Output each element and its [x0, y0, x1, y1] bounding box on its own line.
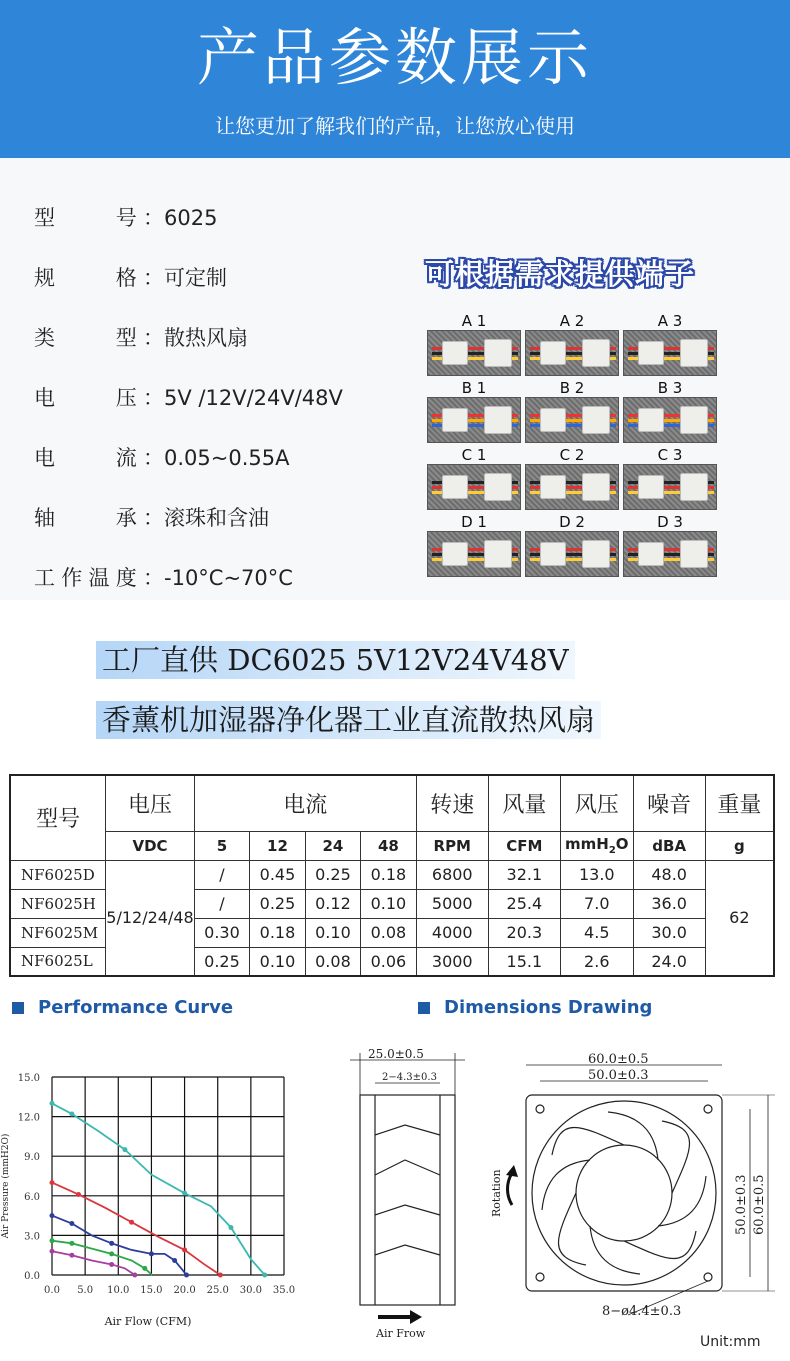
series-line: [52, 1103, 265, 1275]
table-row: [10, 860, 774, 889]
series-point: [50, 1249, 55, 1254]
headline-line2: [96, 700, 601, 740]
spec-value: 0.05~0.55A: [164, 446, 290, 470]
unit-weight: g: [705, 831, 774, 860]
cell-mmh2o: 4.5: [560, 918, 633, 947]
spec-row: [34, 443, 289, 473]
y-tick-label: 6.0: [24, 1191, 40, 1203]
cell-model: NF6025L: [10, 947, 106, 976]
series-point: [69, 1111, 74, 1116]
terminal-item: [623, 312, 717, 376]
cell-dba: 36.0: [633, 889, 705, 918]
dimension-drawing: [330, 1045, 790, 1345]
terminal-item: [427, 513, 521, 577]
terminal-item: [623, 446, 717, 510]
terminal-title: 可根据需求提供端子: [425, 257, 696, 291]
terminal-item: [427, 379, 521, 443]
spec-label: 型 号：: [34, 206, 164, 230]
terminal-item: [623, 379, 717, 443]
x-tick-label: 10.0: [107, 1285, 130, 1296]
series-point: [132, 1273, 137, 1278]
terminal-item: [525, 379, 619, 443]
unit-c24: 24: [305, 831, 360, 860]
cell-c12: 0.45: [250, 860, 305, 889]
spec-value: -10°C~70°C: [164, 566, 293, 590]
dimensions-title-text: Dimensions Drawing: [444, 997, 653, 1018]
terminal-photo: [427, 397, 521, 443]
series-point: [228, 1225, 233, 1230]
header-airflow: 风量: [488, 775, 560, 831]
terminal-code: A 1: [461, 312, 487, 330]
series-point: [109, 1262, 114, 1267]
spec-label: 规 格：: [34, 266, 164, 290]
series-point: [109, 1241, 114, 1246]
cell-mmh2o: 7.0: [560, 889, 633, 918]
cell-dba: 24.0: [633, 947, 705, 976]
series-point: [149, 1251, 154, 1256]
headline-line1-text: 工厂直供 DC6025 5V12V24V48V: [96, 641, 575, 679]
terminal-item: [525, 446, 619, 510]
cell-c5: 0.25: [194, 947, 249, 976]
spec-table: [9, 774, 775, 977]
outer-dim-label: 60.0±0.5: [588, 1052, 649, 1067]
series-point: [76, 1192, 81, 1197]
cell-weight: 62: [705, 860, 774, 976]
unit-note: Unit:mm: [700, 1334, 761, 1350]
banner-title: 产品参数展示: [196, 21, 593, 94]
header-speed: 转速: [416, 775, 488, 831]
unit-airflow: CFM: [488, 831, 560, 860]
header-noise: 噪音: [633, 775, 705, 831]
unit-voltage: VDC: [106, 831, 194, 860]
terminal-code: B 2: [559, 379, 585, 397]
terminal-code: D 3: [657, 513, 683, 531]
spec-value: 可定制: [164, 266, 227, 290]
page-banner: [0, 0, 790, 158]
cell-model: NF6025H: [10, 889, 106, 918]
v-outer-label: 60.0±0.5: [752, 1174, 767, 1235]
terminal-code: C 2: [559, 446, 585, 464]
terminal-photo: [623, 531, 717, 577]
terminal-photo: [427, 464, 521, 510]
cell-c24: 0.25: [305, 860, 360, 889]
series-point: [184, 1273, 189, 1278]
cell-c48: 0.08: [361, 918, 416, 947]
cell-c48: 0.10: [361, 889, 416, 918]
spec-row: [34, 563, 293, 593]
terminal-photo: [623, 397, 717, 443]
cell-c5: 0.30: [194, 918, 249, 947]
side-view: [350, 1053, 465, 1305]
series-line: [52, 1241, 152, 1275]
headline-line1: [96, 640, 575, 680]
terminal-item: [427, 446, 521, 510]
cell-c24: 0.08: [305, 947, 360, 976]
unit-c48: 48: [361, 831, 416, 860]
v-spacing-label: 50.0±0.3: [734, 1174, 749, 1235]
x-tick-label: 0.0: [44, 1285, 60, 1296]
cell-dba: 30.0: [633, 918, 705, 947]
series-point: [69, 1253, 74, 1258]
unit-pressure: mmH$_2$O: [560, 831, 633, 860]
series-point: [69, 1241, 74, 1246]
terminal-item: [525, 513, 619, 577]
x-tick-label: 20.0: [173, 1285, 196, 1296]
terminal-code: B 3: [657, 379, 683, 397]
y-tick-label: 0.0: [24, 1271, 40, 1282]
terminal-photo: [525, 330, 619, 376]
x-axis-label: Air Flow (CFM): [104, 1315, 192, 1328]
cell-c24: 0.10: [305, 918, 360, 947]
cell-model: NF6025M: [10, 918, 106, 947]
series-point: [50, 1213, 55, 1218]
y-tick-label: 15.0: [17, 1073, 40, 1084]
y-tick-label: 9.0: [24, 1152, 40, 1164]
series-point: [50, 1180, 55, 1185]
header-weight: 重量: [705, 775, 774, 831]
series-point: [142, 1266, 147, 1271]
table-body: [10, 860, 774, 976]
rotation-arrow-icon: [508, 1173, 513, 1205]
cell-c5: /: [194, 860, 249, 889]
header-current: 电流: [194, 775, 416, 831]
series-point: [122, 1147, 127, 1152]
cell-cfm: 15.1: [488, 947, 560, 976]
header-pressure: 风压: [560, 775, 633, 831]
rotation-arrowhead-icon: [506, 1165, 518, 1177]
series-point: [172, 1258, 177, 1263]
terminal-code: D 1: [461, 513, 487, 531]
cell-c12: 0.18: [250, 918, 305, 947]
spec-row: [34, 383, 343, 413]
cell-dba: 48.0: [633, 860, 705, 889]
spec-label: 轴 承：: [34, 506, 164, 530]
spec-row: [34, 503, 269, 533]
side-rib-label: 2−4.3±0.3: [382, 1072, 437, 1083]
spec-value: 滚珠和含油: [164, 506, 269, 530]
unit-c12: 12: [250, 831, 305, 860]
header-model: 型号: [10, 775, 106, 860]
series-point: [109, 1251, 114, 1256]
terminal-code: D 2: [559, 513, 585, 531]
section-square-icon: [418, 1002, 430, 1014]
spec-value: 6025: [164, 206, 218, 230]
cell-cfm: 32.1: [488, 860, 560, 889]
holes-label: 8−ø4.4±0.3: [602, 1304, 682, 1319]
unit-c5: 5: [194, 831, 249, 860]
performance-title: [12, 997, 233, 1018]
terminal-item: [427, 312, 521, 376]
spec-label: 工作温度：: [34, 566, 164, 590]
spec-row: [34, 203, 217, 233]
unit-noise: dBA: [633, 831, 705, 860]
cell-c24: 0.12: [305, 889, 360, 918]
series-point: [50, 1101, 55, 1106]
cell-mmh2o: 2.6: [560, 947, 633, 976]
spec-value: 5V /12V/24V/48V: [164, 386, 343, 410]
y-axis-label: Air Pressure (mmH2O): [1, 1133, 11, 1239]
cell-rpm: 6800: [416, 860, 488, 889]
hole-spacing-label: 50.0±0.3: [588, 1068, 649, 1083]
spec-label: 电 流：: [34, 446, 164, 470]
terminal-code: B 1: [461, 379, 487, 397]
x-tick-label: 25.0: [206, 1285, 229, 1296]
cell-c12: 0.10: [250, 947, 305, 976]
series-point: [182, 1191, 187, 1196]
section-square-icon: [12, 1002, 24, 1014]
cell-rpm: 5000: [416, 889, 488, 918]
cell-model: NF6025D: [10, 860, 106, 889]
spec-row: [34, 323, 248, 353]
cell-voltage: 5/12/24/48: [106, 860, 194, 976]
side-width-label: 25.0±0.5: [368, 1047, 424, 1061]
spec-label: 类 型：: [34, 326, 164, 350]
spec-value: 散热风扇: [164, 326, 248, 350]
banner-subtitle: 让您更加了解我们的产品，让您放心使用: [215, 114, 575, 138]
series-point: [218, 1273, 223, 1278]
rotation-label: Rotation: [490, 1169, 503, 1217]
terminal-item: [623, 513, 717, 577]
spec-row: [34, 263, 227, 293]
cell-c5: /: [194, 889, 249, 918]
terminal-photo: [525, 531, 619, 577]
series-point: [129, 1220, 134, 1225]
x-tick-label: 30.0: [239, 1285, 262, 1296]
series-point: [182, 1247, 187, 1252]
series-line: [52, 1251, 135, 1275]
terminal-code: A 3: [657, 312, 683, 330]
terminal-item: [525, 312, 619, 376]
cell-cfm: 20.3: [488, 918, 560, 947]
terminal-code: A 2: [559, 312, 585, 330]
headline-line2-text: 香薰机加湿器净化器工业直流散热风扇: [96, 701, 601, 739]
cell-c48: 0.06: [361, 947, 416, 976]
terminal-photo: [427, 531, 521, 577]
terminal-photo: [623, 464, 717, 510]
spec-label: 电 压：: [34, 386, 164, 410]
x-tick-label: 15.0: [140, 1285, 163, 1296]
terminal-code: C 1: [461, 446, 487, 464]
header-voltage: 电压: [106, 775, 194, 831]
series-point: [69, 1221, 74, 1226]
x-tick-label: 35.0: [272, 1285, 296, 1296]
terminal-photo: [427, 330, 521, 376]
cell-mmh2o: 13.0: [560, 860, 633, 889]
series-point: [50, 1238, 55, 1243]
y-tick-label: 3.0: [24, 1231, 40, 1243]
x-tick-label: 5.0: [77, 1285, 94, 1296]
performance-chart: [0, 1050, 320, 1350]
terminal-photo: [525, 464, 619, 510]
y-tick-label: 12.0: [17, 1112, 40, 1124]
dimensions-title: [418, 997, 652, 1018]
series-point: [262, 1273, 267, 1278]
cell-cfm: 25.4: [488, 889, 560, 918]
cell-rpm: 3000: [416, 947, 488, 976]
airflow-arrow-icon: [378, 1310, 422, 1324]
terminal-photo: [623, 330, 717, 376]
airflow-label: Air Frow: [376, 1327, 426, 1340]
performance-title-text: Performance Curve: [38, 997, 234, 1018]
cell-c48: 0.18: [361, 860, 416, 889]
terminal-code: C 3: [657, 446, 683, 464]
cell-rpm: 4000: [416, 918, 488, 947]
unit-speed: RPM: [416, 831, 488, 860]
terminal-photo: [525, 397, 619, 443]
cell-c12: 0.25: [250, 889, 305, 918]
